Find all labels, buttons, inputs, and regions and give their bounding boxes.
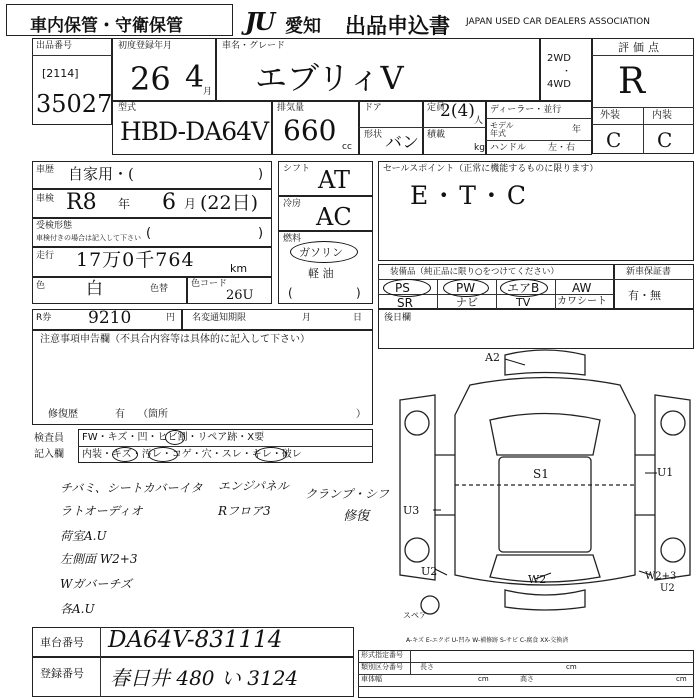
color-label: 色: [36, 281, 46, 291]
warranty-options: 有・無: [628, 289, 661, 302]
lot-number: 35027: [36, 90, 113, 118]
equip-aw: AW: [572, 281, 592, 295]
lot-sub-number: [2114]: [42, 67, 79, 80]
repair-close: ）: [356, 409, 366, 420]
drive-dot: ・: [562, 67, 572, 77]
mark-w2: W2: [528, 573, 547, 586]
equip-ps-circle: [383, 279, 431, 297]
shift-label: シフト: [283, 164, 311, 174]
width-label: 車体幅: [361, 675, 382, 683]
capacity-label: 定員: [427, 103, 446, 113]
inspection-label: 車検: [36, 194, 55, 204]
fuel-value: ガソリン: [299, 246, 343, 259]
drive-2wd: 2WD: [547, 53, 571, 64]
mileage-label: 走行: [36, 251, 55, 261]
width-unit: cm: [478, 675, 489, 683]
load-label: 積載: [427, 130, 446, 140]
equip-ps: PS: [395, 281, 410, 295]
mark-s1: S1: [533, 467, 549, 481]
inspection-year-unit: 年: [118, 197, 131, 211]
equip-pw-circle: [443, 279, 489, 297]
height-label: 高さ: [520, 675, 534, 683]
recall-note: 車検付きの場合は記入して下さい: [36, 234, 141, 242]
remark-2: エンジパネル: [218, 479, 289, 493]
capacity: 2(4): [440, 101, 475, 121]
inspector-line-2: 内装・キズ・汚レ・コゲ・穴・スレ・キレ・破レ: [82, 449, 302, 460]
equip-seat: カワシート: [557, 296, 607, 307]
spare-label: スペア: [403, 611, 427, 620]
remark-5: Rフロア3: [218, 504, 271, 518]
tax-unit: 円: [166, 313, 176, 323]
car-name-label: 車名・グレード: [222, 41, 286, 51]
inspector-circle-1: [165, 430, 185, 445]
load-unit: kg: [474, 143, 485, 153]
mark-u2-left: U2: [421, 565, 438, 578]
model-type-label: 型式: [118, 103, 137, 113]
inspector-circle-2: [112, 447, 138, 462]
inspection-era: R8: [66, 190, 97, 215]
fuel-open: (: [288, 286, 293, 300]
equip-navi: ナビ: [456, 296, 478, 309]
transfer-day-unit: 日: [353, 313, 363, 323]
mark-u2-right: U2: [660, 583, 675, 594]
remark-6: 修復: [343, 509, 370, 524]
fuel-close: ): [356, 286, 361, 300]
tax-value: 9210: [88, 308, 132, 328]
mark-u3: U3: [403, 504, 420, 517]
mark-u1: U1: [657, 466, 674, 479]
recall-open: (: [146, 226, 152, 241]
color-value: 白: [86, 279, 103, 299]
height-unit: cm: [676, 675, 687, 683]
remark-10: 各A.U: [60, 602, 95, 616]
mileage-value: 17万0千764: [76, 249, 195, 271]
equip-airbag-circle: [500, 279, 548, 297]
inspection-month: 6: [162, 190, 176, 215]
registration-month: 4: [185, 60, 205, 95]
plate-number: 春日井 480 い 3124: [110, 666, 299, 690]
ju-logo: JU: [245, 7, 274, 36]
sales-point-value: E・T・C: [410, 181, 530, 210]
shift-value: AT: [318, 166, 351, 194]
history-value: 自家用・(: [68, 165, 134, 183]
form-title: 出品申込書: [345, 14, 450, 38]
interior-label: 内装: [652, 110, 672, 121]
inspector-label-1: 検査員: [34, 433, 64, 444]
inspector-circle-3: [148, 447, 178, 462]
warranty-label: 新車保証書: [626, 267, 672, 277]
equip-tv: TV: [516, 296, 531, 309]
rear-box: [378, 309, 694, 349]
chassis-label: 車台番号: [40, 636, 84, 649]
equip-sr: SR: [397, 296, 413, 310]
interior-grade: C: [657, 128, 673, 152]
grade-label: 評価点: [618, 41, 663, 54]
length-label: 長さ: [420, 663, 434, 671]
handle-options: 左・右: [548, 143, 576, 153]
color-swap-label: 色替: [150, 284, 169, 294]
notes-label: 注意事項申告欄（不具合内容等は具体的に記入して下さい）: [40, 334, 310, 345]
rear-label: 後日欄: [384, 313, 412, 323]
damage-legend: A-キズ E-エクボ U-凹み W-補修跡 S-サビ C-腐食 XX-交換済: [406, 637, 569, 644]
association-name: JAPAN USED CAR DEALERS ASSOCIATION: [466, 17, 650, 27]
remark-7: 荷室A.U: [60, 529, 107, 543]
drive-4wd: 4WD: [547, 79, 571, 90]
exterior-grade: C: [606, 128, 622, 152]
remark-1: チバミ、シートカバーイタ: [60, 481, 203, 495]
transfer-label: 名変通知期限: [192, 313, 247, 323]
displacement-label: 排気量: [277, 103, 305, 113]
transfer-month-unit: 月: [302, 313, 312, 323]
inspection-day: (22日): [200, 192, 259, 214]
door-label: ドア: [364, 103, 382, 113]
shape: バン: [385, 133, 419, 153]
shape-label: 形状: [364, 130, 383, 140]
equipment-label: 装備品（純正品に限り○をつけてください）: [390, 267, 559, 277]
displacement-unit: cc: [342, 142, 352, 152]
storage-label: 車内保管・守衛保管: [30, 16, 183, 36]
inspector-line-1: FW・キズ・凹・ヒビ割・リペア跡・X要: [82, 432, 265, 443]
recall-close: ): [258, 226, 264, 241]
mileage-unit: km: [230, 262, 248, 275]
aircon-label: 冷房: [283, 199, 302, 209]
displacement: 660: [283, 114, 337, 147]
model-year-label: モデル年式: [490, 121, 514, 138]
tax-label: R券: [36, 313, 52, 323]
color-code: 26U: [226, 288, 254, 303]
mark-a2: A2: [485, 351, 500, 364]
plate-label: 登録番号: [40, 667, 84, 680]
logo-name: 愛知: [285, 16, 321, 37]
registration-year: 26: [130, 60, 171, 98]
remark-4: ラトオーディオ: [60, 504, 143, 518]
lot-label: 出品番号: [36, 41, 73, 51]
fuel-label: 燃料: [283, 234, 302, 244]
mark-w2-3: W2+3: [645, 571, 677, 582]
type-number-label: 類別区分番号: [361, 663, 403, 671]
inspection-month-unit: 月: [184, 197, 197, 211]
length-unit: cm: [566, 663, 577, 671]
fuel-alt: 軽 油: [308, 267, 334, 280]
registration-month-unit: 月: [203, 87, 213, 97]
dealer-label: ディーラー・並行: [490, 105, 562, 115]
exterior-label: 外装: [600, 110, 620, 121]
car-name: エブリィV: [255, 59, 404, 97]
repair-label: 修復歴: [48, 409, 78, 420]
recall-label: 受検形態: [36, 221, 73, 231]
repair-part: （箇所: [138, 409, 168, 420]
model-year-unit: 年: [572, 125, 582, 135]
capacity-unit: 人: [474, 116, 484, 126]
grade-value: R: [618, 61, 646, 102]
remark-3: クランプ・シフ: [305, 487, 390, 501]
sales-point-label: セールスポイント（正常に機能するものに限ります）: [383, 164, 599, 174]
inspector-circle-4: [255, 447, 287, 462]
sales-point-box: [378, 161, 694, 261]
registration-label: 初度登録年月: [118, 41, 173, 51]
color-code-label: 色コード: [191, 279, 228, 289]
repair-value: 有: [115, 409, 125, 420]
model-type: HBD-DA64V: [120, 117, 269, 146]
chassis-number: DA64V-831114: [108, 627, 283, 653]
handle-label: ハンドル: [490, 143, 527, 153]
remark-8: 左側面 W2+3: [60, 552, 138, 566]
history-close: ): [258, 167, 264, 182]
remark-9: Wガバーチズ: [60, 577, 132, 591]
spec-number-label: 形式指定番号: [361, 651, 403, 659]
history-label: 車歴: [36, 165, 55, 175]
aircon-value: AC: [316, 203, 352, 231]
inspector-label-2: 記入欄: [34, 449, 64, 460]
equip-airbag: エアB: [507, 281, 540, 295]
equip-pw: PW: [456, 281, 476, 295]
